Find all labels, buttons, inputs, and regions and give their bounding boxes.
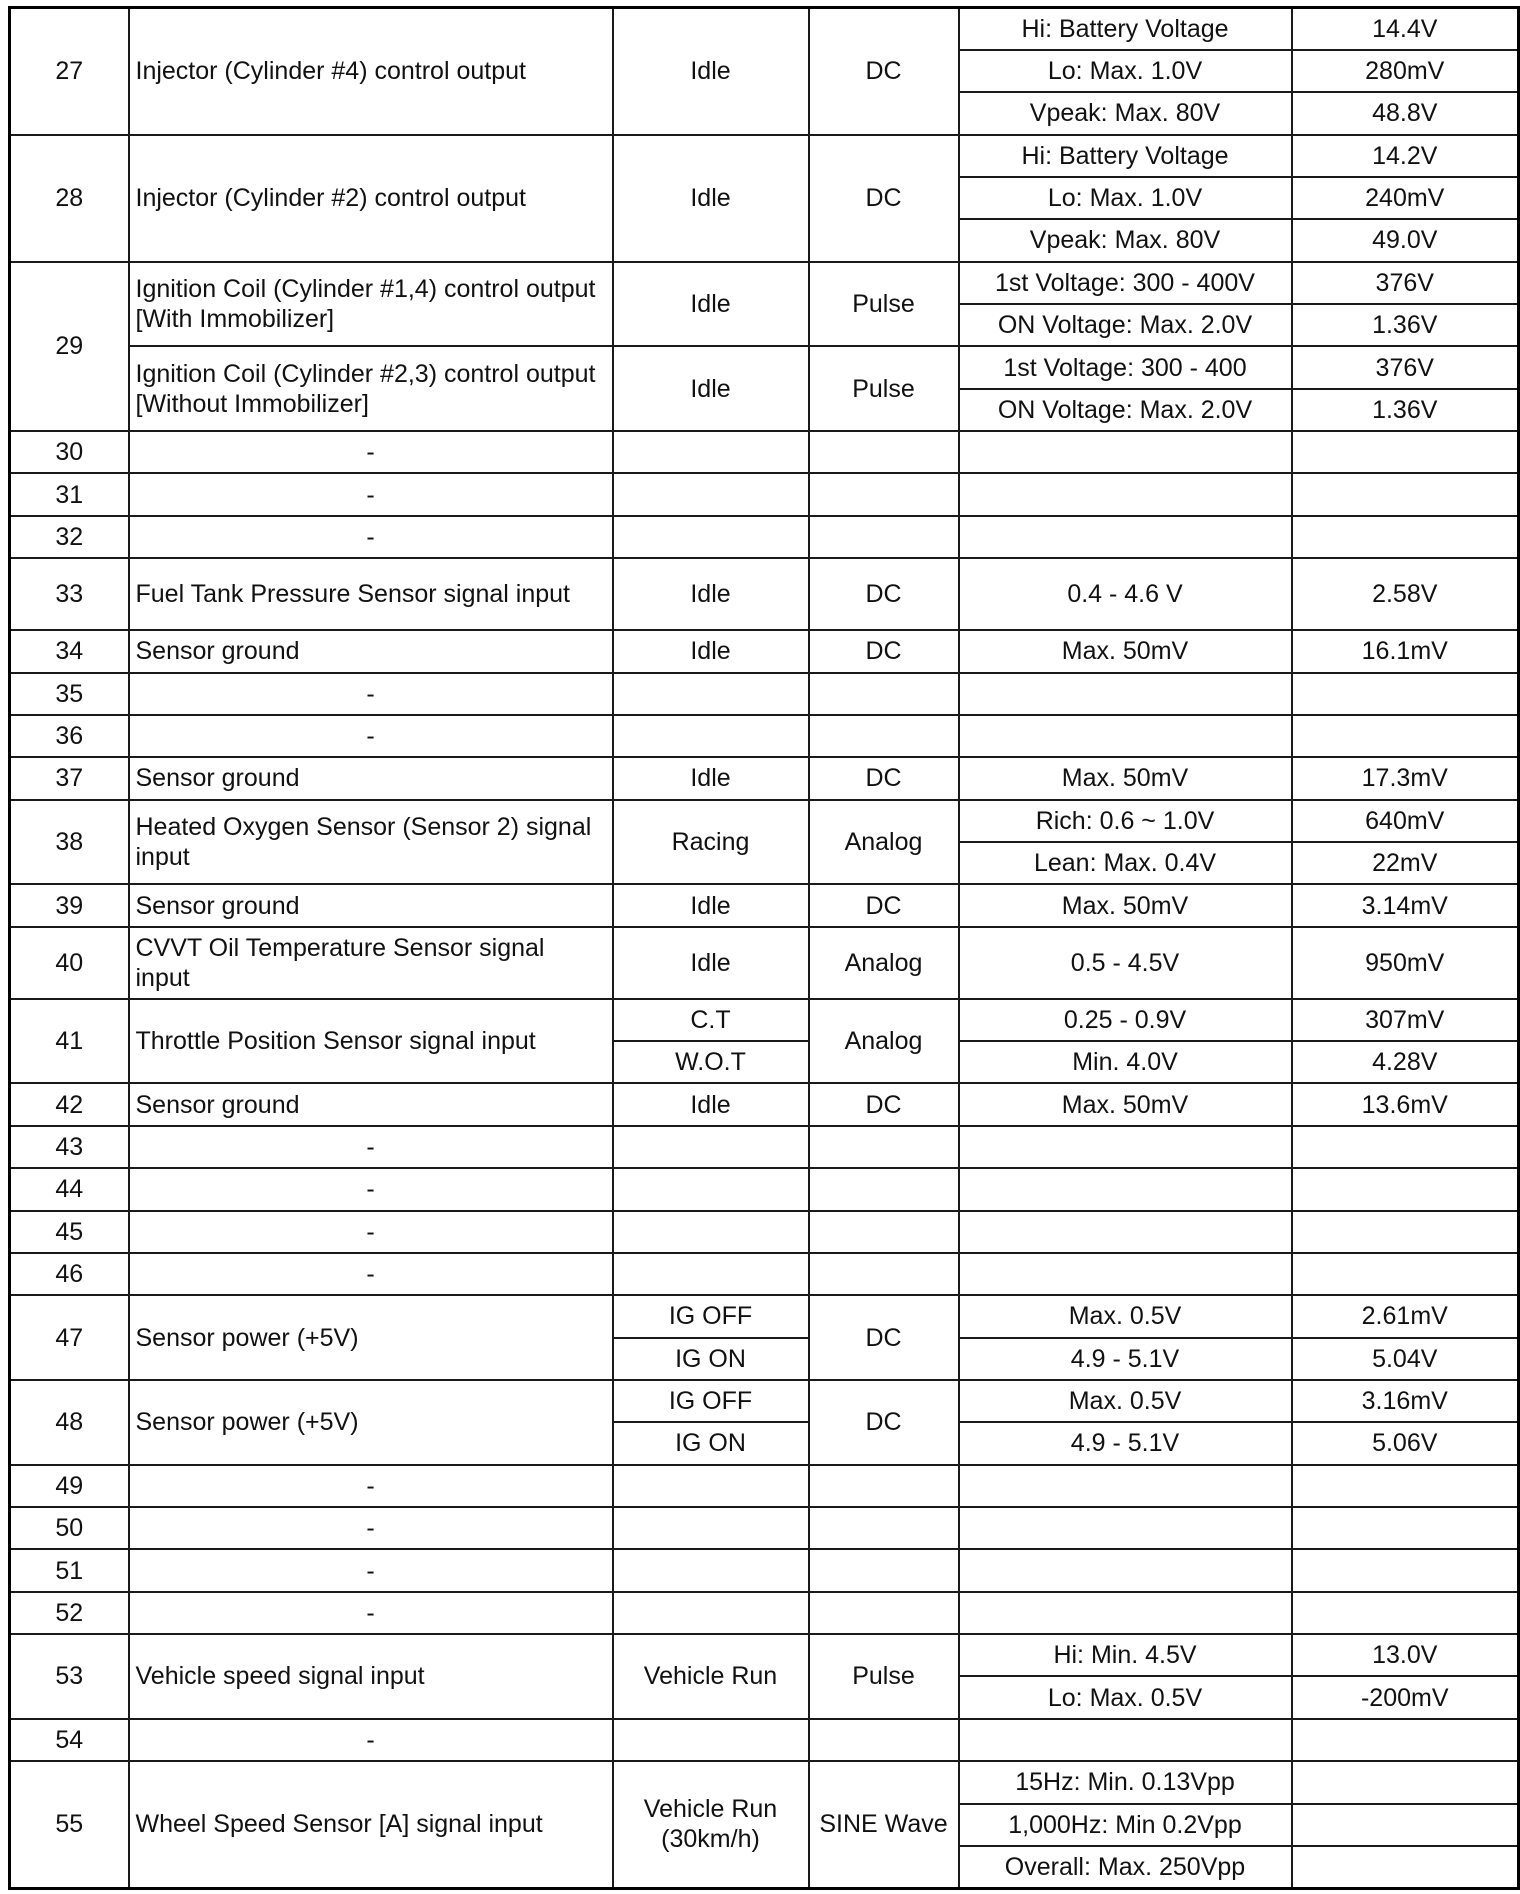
- spec-value: Max. 50mV: [959, 884, 1292, 926]
- signal-type: Pulse: [809, 1634, 959, 1719]
- table-row: [10, 262, 1519, 304]
- pin-number: 30: [10, 431, 129, 473]
- signal-type: [809, 431, 959, 473]
- measured-value: [1292, 1549, 1519, 1591]
- signal-type: [809, 473, 959, 515]
- spec-value: 4.9 - 5.1V: [959, 1422, 1292, 1464]
- signal-type: [809, 673, 959, 715]
- pin-number: 31: [10, 473, 129, 515]
- table-row: [10, 630, 1519, 672]
- signal-type: DC: [809, 135, 959, 262]
- pin-number: 36: [10, 715, 129, 757]
- signal-type: [809, 715, 959, 757]
- spec-value: Max. 50mV: [959, 1083, 1292, 1125]
- measured-value: 14.2V: [1292, 135, 1519, 177]
- test-condition: W.O.T: [613, 1041, 809, 1083]
- table-row: [10, 1549, 1519, 1591]
- measured-value: 13.6mV: [1292, 1083, 1519, 1125]
- signal-description: Vehicle speed signal input: [129, 1634, 613, 1719]
- signal-type: DC: [809, 757, 959, 799]
- spec-value: Rich: 0.6 ~ 1.0V: [959, 800, 1292, 842]
- spec-value: Overall: Max. 250Vpp: [959, 1846, 1292, 1888]
- measured-value: [1292, 516, 1519, 558]
- table-row: [10, 673, 1519, 715]
- test-condition: Idle: [613, 884, 809, 926]
- signal-type: Analog: [809, 927, 959, 999]
- measured-value: 22mV: [1292, 842, 1519, 884]
- test-condition: [613, 1168, 809, 1210]
- test-condition: C.T: [613, 999, 809, 1041]
- spec-value: 4.9 - 5.1V: [959, 1338, 1292, 1380]
- signal-description: Sensor power (+5V): [129, 1380, 613, 1465]
- signal-description: Sensor ground: [129, 757, 613, 799]
- test-condition: Idle: [613, 630, 809, 672]
- pin-number: 40: [10, 927, 129, 999]
- spec-value: 0.5 - 4.5V: [959, 927, 1292, 999]
- table-row: [10, 1507, 1519, 1549]
- measured-value: [1292, 1761, 1519, 1803]
- signal-description: -: [129, 431, 613, 473]
- measured-value: [1292, 431, 1519, 473]
- test-condition: Idle: [613, 8, 809, 135]
- measured-value: 17.3mV: [1292, 757, 1519, 799]
- spec-value: Max. 0.5V: [959, 1295, 1292, 1337]
- table-row: [10, 346, 1519, 388]
- pin-number: 54: [10, 1719, 129, 1761]
- pin-number: 33: [10, 558, 129, 630]
- signal-description: Injector (Cylinder #4) control output: [129, 8, 613, 135]
- table-row: [10, 1719, 1519, 1761]
- signal-type: [809, 1719, 959, 1761]
- test-condition: Idle: [613, 927, 809, 999]
- spec-value: Lo: Max. 1.0V: [959, 50, 1292, 92]
- table-row: [10, 558, 1519, 630]
- spec-value: 1st Voltage: 300 - 400: [959, 346, 1292, 388]
- signal-type: Analog: [809, 999, 959, 1084]
- pin-number: 37: [10, 757, 129, 799]
- test-condition: [613, 516, 809, 558]
- measured-value: 1.36V: [1292, 304, 1519, 346]
- test-condition: [613, 473, 809, 515]
- spec-value: Max. 50mV: [959, 757, 1292, 799]
- measured-value: 14.4V: [1292, 8, 1519, 50]
- table-row: [10, 1761, 1519, 1803]
- signal-type: [809, 1126, 959, 1168]
- signal-type: SINE Wave: [809, 1761, 959, 1888]
- table-row: [10, 431, 1519, 473]
- table-row: [10, 800, 1519, 842]
- spec-value: [959, 1465, 1292, 1507]
- signal-description: -: [129, 1549, 613, 1591]
- pin-spec-table: [8, 6, 1520, 1890]
- spec-value: [959, 473, 1292, 515]
- pin-number: 29: [10, 262, 129, 431]
- measured-value: 240mV: [1292, 177, 1519, 219]
- spec-value: Lo: Max. 1.0V: [959, 177, 1292, 219]
- table-row: [10, 1253, 1519, 1295]
- signal-description: Ignition Coil (Cylinder #2,3) control output [Without Immobilizer]: [129, 346, 613, 431]
- pin-number: 45: [10, 1211, 129, 1253]
- test-condition: Idle: [613, 757, 809, 799]
- signal-description: Throttle Position Sensor signal input: [129, 999, 613, 1084]
- spec-value: [959, 1168, 1292, 1210]
- pin-number: 46: [10, 1253, 129, 1295]
- table-row: [10, 927, 1519, 999]
- test-condition: Idle: [613, 558, 809, 630]
- spec-value: Lean: Max. 0.4V: [959, 842, 1292, 884]
- signal-description: Heated Oxygen Sensor (Sensor 2) signal input: [129, 800, 613, 885]
- pin-number: 42: [10, 1083, 129, 1125]
- table-row: [10, 999, 1519, 1041]
- table-row: [10, 1634, 1519, 1676]
- signal-description: -: [129, 1253, 613, 1295]
- signal-type: DC: [809, 884, 959, 926]
- measured-value: 5.04V: [1292, 1338, 1519, 1380]
- signal-description: Sensor ground: [129, 1083, 613, 1125]
- measured-value: [1292, 1211, 1519, 1253]
- test-condition: [613, 1549, 809, 1591]
- pin-number: 51: [10, 1549, 129, 1591]
- table-row: [10, 757, 1519, 799]
- measured-value: [1292, 473, 1519, 515]
- spec-value: Vpeak: Max. 80V: [959, 92, 1292, 134]
- measured-value: 16.1mV: [1292, 630, 1519, 672]
- measured-value: 13.0V: [1292, 1634, 1519, 1676]
- measured-value: 280mV: [1292, 50, 1519, 92]
- spec-value: Hi: Battery Voltage: [959, 8, 1292, 50]
- pin-number: 49: [10, 1465, 129, 1507]
- signal-type: Pulse: [809, 262, 959, 347]
- signal-type: [809, 1592, 959, 1634]
- measured-value: 307mV: [1292, 999, 1519, 1041]
- table-row: [10, 1295, 1519, 1337]
- measured-value: 4.28V: [1292, 1041, 1519, 1083]
- test-condition: Idle: [613, 135, 809, 262]
- table-row: [10, 516, 1519, 558]
- spec-value: [959, 516, 1292, 558]
- pin-number: 52: [10, 1592, 129, 1634]
- signal-description: -: [129, 1719, 613, 1761]
- test-condition: Racing: [613, 800, 809, 885]
- signal-type: Pulse: [809, 346, 959, 431]
- test-condition: IG OFF: [613, 1380, 809, 1422]
- signal-description: Sensor power (+5V): [129, 1295, 613, 1380]
- spec-value: Vpeak: Max. 80V: [959, 219, 1292, 261]
- measured-value: 2.61mV: [1292, 1295, 1519, 1337]
- spec-value: 0.4 - 4.6 V: [959, 558, 1292, 630]
- table-row: [10, 1168, 1519, 1210]
- spec-value: 1,000Hz: Min 0.2Vpp: [959, 1804, 1292, 1846]
- signal-type: [809, 1253, 959, 1295]
- pin-number: 47: [10, 1295, 129, 1380]
- measured-value: 48.8V: [1292, 92, 1519, 134]
- pin-number: 41: [10, 999, 129, 1084]
- measured-value: 640mV: [1292, 800, 1519, 842]
- signal-type: [809, 1549, 959, 1591]
- signal-type: [809, 1211, 959, 1253]
- measured-value: 49.0V: [1292, 219, 1519, 261]
- spec-value: [959, 673, 1292, 715]
- signal-type: [809, 1465, 959, 1507]
- measured-value: [1292, 1846, 1519, 1888]
- table-row: [10, 8, 1519, 50]
- spec-value: [959, 431, 1292, 473]
- signal-description: -: [129, 715, 613, 757]
- spec-value: [959, 1507, 1292, 1549]
- pin-number: 35: [10, 673, 129, 715]
- test-condition: [613, 1253, 809, 1295]
- test-condition: Idle: [613, 346, 809, 431]
- signal-description: -: [129, 1507, 613, 1549]
- spec-value: 0.25 - 0.9V: [959, 999, 1292, 1041]
- test-condition: [613, 715, 809, 757]
- measured-value: 2.58V: [1292, 558, 1519, 630]
- pin-spec-table-body: [10, 8, 1519, 1889]
- test-condition: [613, 1211, 809, 1253]
- spec-value: ON Voltage: Max. 2.0V: [959, 304, 1292, 346]
- table-row: [10, 1211, 1519, 1253]
- test-condition: [613, 431, 809, 473]
- table-row: [10, 1083, 1519, 1125]
- signal-description: -: [129, 1592, 613, 1634]
- signal-type: [809, 1168, 959, 1210]
- table-row: [10, 1126, 1519, 1168]
- signal-description: -: [129, 473, 613, 515]
- measured-value: [1292, 673, 1519, 715]
- test-condition: [613, 1592, 809, 1634]
- table-row: [10, 1592, 1519, 1634]
- spec-value: [959, 1592, 1292, 1634]
- measured-value: [1292, 1719, 1519, 1761]
- measured-value: [1292, 715, 1519, 757]
- spec-value: Min. 4.0V: [959, 1041, 1292, 1083]
- signal-description: Injector (Cylinder #2) control output: [129, 135, 613, 262]
- test-condition: IG ON: [613, 1338, 809, 1380]
- table-row: [10, 715, 1519, 757]
- pin-number: 32: [10, 516, 129, 558]
- test-condition: IG ON: [613, 1422, 809, 1464]
- measured-value: 3.14mV: [1292, 884, 1519, 926]
- test-condition: Vehicle Run: [613, 1634, 809, 1719]
- signal-description: -: [129, 673, 613, 715]
- signal-description: -: [129, 1126, 613, 1168]
- table-row: [10, 884, 1519, 926]
- table-row: [10, 135, 1519, 177]
- spec-value: [959, 1211, 1292, 1253]
- test-condition: [613, 673, 809, 715]
- test-condition: [613, 1719, 809, 1761]
- measured-value: [1292, 1507, 1519, 1549]
- spec-value: [959, 1719, 1292, 1761]
- pin-number: 48: [10, 1380, 129, 1465]
- pin-number: 50: [10, 1507, 129, 1549]
- test-condition: [613, 1465, 809, 1507]
- signal-type: DC: [809, 1083, 959, 1125]
- signal-description: -: [129, 1211, 613, 1253]
- pin-number: 43: [10, 1126, 129, 1168]
- spec-value: 1st Voltage: 300 - 400V: [959, 262, 1292, 304]
- measured-value: 3.16mV: [1292, 1380, 1519, 1422]
- spec-value: ON Voltage: Max. 2.0V: [959, 389, 1292, 431]
- test-condition: Idle: [613, 1083, 809, 1125]
- spec-value: [959, 1126, 1292, 1168]
- pin-number: 39: [10, 884, 129, 926]
- pin-number: 44: [10, 1168, 129, 1210]
- spec-value: 15Hz: Min. 0.13Vpp: [959, 1761, 1292, 1803]
- signal-type: DC: [809, 1380, 959, 1465]
- test-condition: IG OFF: [613, 1295, 809, 1337]
- test-condition: [613, 1507, 809, 1549]
- measured-value: [1292, 1804, 1519, 1846]
- signal-description: Fuel Tank Pressure Sensor signal input: [129, 558, 613, 630]
- measured-value: 1.36V: [1292, 389, 1519, 431]
- pin-number: 27: [10, 8, 129, 135]
- signal-type: [809, 516, 959, 558]
- measured-value: 950mV: [1292, 927, 1519, 999]
- signal-type: DC: [809, 558, 959, 630]
- measured-value: [1292, 1465, 1519, 1507]
- table-row: [10, 1465, 1519, 1507]
- signal-type: DC: [809, 1295, 959, 1380]
- signal-type: Analog: [809, 800, 959, 885]
- measured-value: [1292, 1168, 1519, 1210]
- pin-number: 38: [10, 800, 129, 885]
- measured-value: [1292, 1253, 1519, 1295]
- spec-value: Lo: Max. 0.5V: [959, 1676, 1292, 1718]
- spec-value: [959, 715, 1292, 757]
- pin-number: 28: [10, 135, 129, 262]
- spec-value: [959, 1253, 1292, 1295]
- table-row: [10, 1380, 1519, 1422]
- spec-value: Max. 0.5V: [959, 1380, 1292, 1422]
- measured-value: 5.06V: [1292, 1422, 1519, 1464]
- spec-value: [959, 1549, 1292, 1591]
- signal-type: [809, 1507, 959, 1549]
- measured-value: 376V: [1292, 262, 1519, 304]
- signal-description: -: [129, 516, 613, 558]
- signal-description: -: [129, 1168, 613, 1210]
- measured-value: 376V: [1292, 346, 1519, 388]
- test-condition: Vehicle Run (30km/h): [613, 1761, 809, 1888]
- test-condition: [613, 1126, 809, 1168]
- table-row: [10, 473, 1519, 515]
- spec-value: Hi: Battery Voltage: [959, 135, 1292, 177]
- signal-description: Wheel Speed Sensor [A] signal input: [129, 1761, 613, 1888]
- measured-value: -200mV: [1292, 1676, 1519, 1718]
- measured-value: [1292, 1592, 1519, 1634]
- signal-description: Sensor ground: [129, 884, 613, 926]
- test-condition: Idle: [613, 262, 809, 347]
- pin-number: 53: [10, 1634, 129, 1719]
- signal-description: Sensor ground: [129, 630, 613, 672]
- pin-number: 55: [10, 1761, 129, 1888]
- pin-number: 34: [10, 630, 129, 672]
- spec-value: Max. 50mV: [959, 630, 1292, 672]
- signal-type: DC: [809, 8, 959, 135]
- signal-type: DC: [809, 630, 959, 672]
- signal-description: Ignition Coil (Cylinder #1,4) control output [With Immobilizer]: [129, 262, 613, 347]
- measured-value: [1292, 1126, 1519, 1168]
- spec-value: Hi: Min. 4.5V: [959, 1634, 1292, 1676]
- signal-description: -: [129, 1465, 613, 1507]
- signal-description: CVVT Oil Temperature Sensor signal input: [129, 927, 613, 999]
